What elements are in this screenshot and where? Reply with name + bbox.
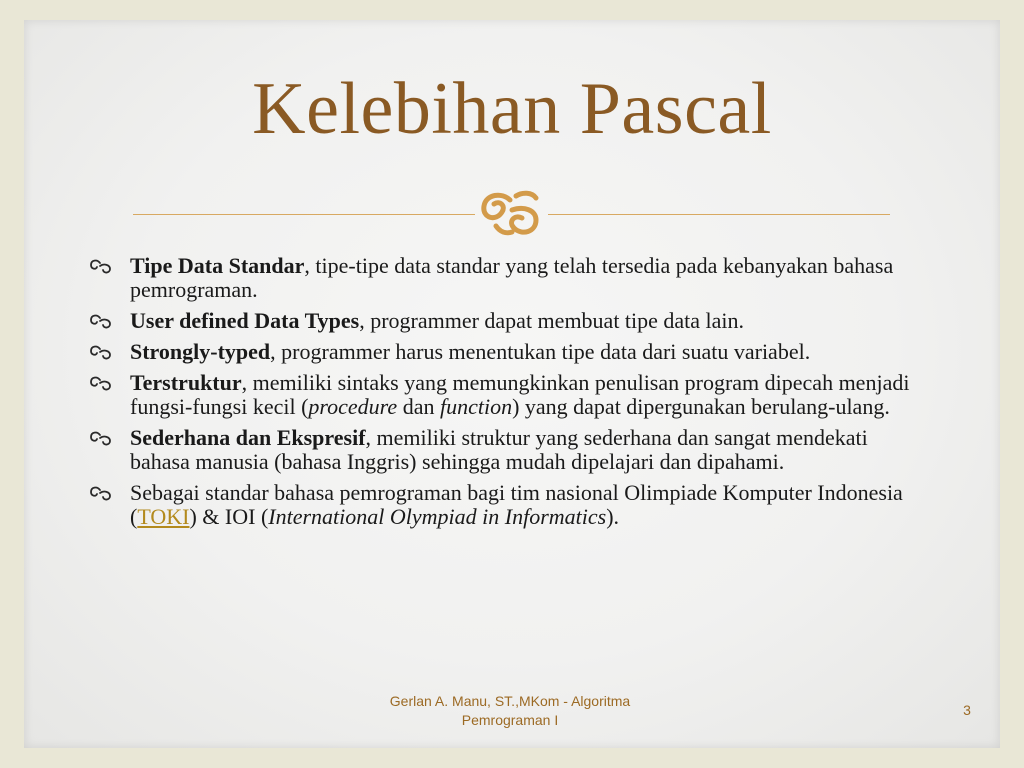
title-divider-left	[133, 214, 475, 215]
item-heading: User defined Data Types	[130, 308, 360, 333]
list-item	[88, 254, 928, 302]
list-item	[88, 371, 928, 419]
item-text: , tipe-tipe data standar yang telah tersedia pada kebanyakan bahasa pemrograman.	[130, 253, 894, 302]
item-heading: Strongly-typed	[130, 339, 271, 364]
item-text: , programmer harus menentukan tipe data dari suatu variabel.	[270, 339, 811, 364]
curl-bullet-icon	[88, 312, 114, 330]
list-item	[88, 426, 928, 474]
slide-footer	[340, 692, 680, 730]
toki-link[interactable]: TOKI	[137, 504, 190, 529]
curl-bullet-icon	[88, 374, 114, 392]
item-text: , programmer dapat membuat tipe data lain.	[359, 308, 745, 333]
bullet-list	[88, 254, 928, 536]
footer-author-line1: Gerlan A. Manu, ST.,MKom - Algoritma	[389, 693, 631, 709]
slide-title: Kelebihan Pascal	[252, 68, 772, 150]
item-text: Sebagai standar bahasa pemrograman bagi tim nasional Olimpiade Komputer Indonesia (	[130, 480, 903, 529]
item-italic: function	[439, 394, 513, 419]
curl-bullet-icon	[88, 257, 114, 275]
item-text: , memiliki struktur yang sederhana dan sangat mendekati bahasa manusia (bahasa Inggris) sehingga mudah dipelajari dan dipahami.	[130, 425, 868, 474]
title-divider-right	[548, 214, 890, 215]
curl-bullet-icon	[88, 343, 114, 361]
item-heading: Terstruktur	[130, 370, 242, 395]
footer-author-line2: Pemrograman I	[461, 712, 559, 728]
item-text: dan	[397, 394, 440, 419]
item-text: ).	[606, 504, 620, 529]
scroll-ornament-icon	[476, 188, 548, 240]
list-item	[88, 340, 928, 364]
list-item	[88, 481, 928, 529]
item-text: ) yang dapat dipergunakan berulang-ulang.	[512, 394, 890, 419]
item-italic: International Olympiad in Informatics	[268, 504, 607, 529]
list-item	[88, 309, 928, 333]
curl-bullet-icon	[88, 429, 114, 447]
item-heading: Sederhana dan Ekspresif	[130, 425, 366, 450]
item-text: ) & IOI (	[189, 504, 269, 529]
curl-bullet-icon	[88, 484, 114, 502]
item-italic: procedure	[308, 394, 398, 419]
page-number: 3	[963, 702, 971, 718]
item-text: , memiliki sintaks yang memungkinkan penulisan program dipecah menjadi fungsi-fungsi kecil (	[130, 370, 910, 419]
item-heading: Tipe Data Standar	[130, 253, 305, 278]
